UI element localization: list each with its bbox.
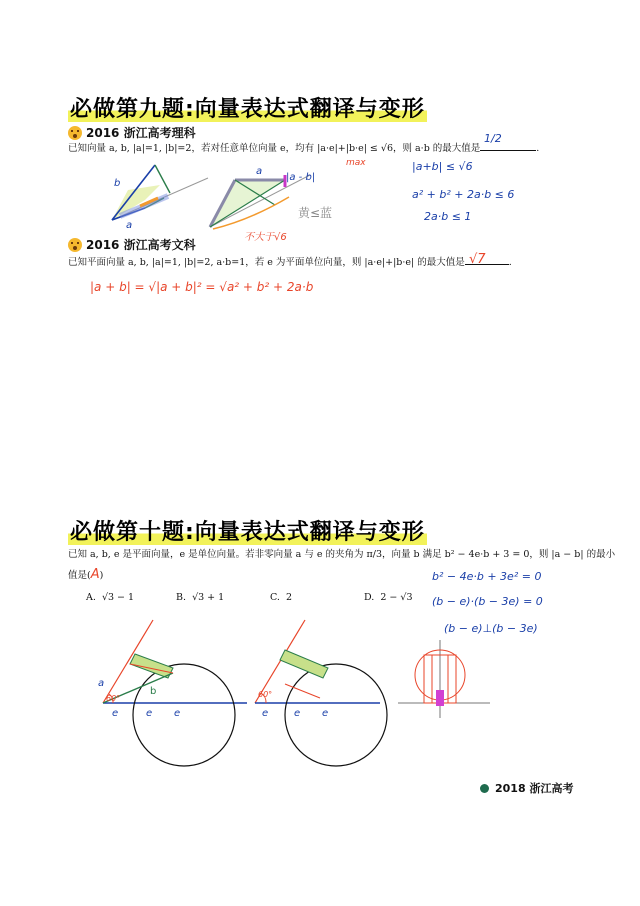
q3-middle-angle: 60° (258, 690, 273, 699)
q3-left-label-e3: e (174, 708, 181, 719)
q3-note-3: (b − e)⊥(b − 3e) (444, 622, 538, 635)
q1-left-figure (100, 160, 210, 235)
q1-right-label-a: a (256, 166, 263, 177)
q2-work: |a + b| = √|a + b|² = √a² + b² + 2a·b (90, 280, 314, 294)
sub1-heading: 2016 浙江高考理科 (68, 124, 196, 141)
q1-answer: 1/2 (484, 132, 502, 145)
choice-d: D. 2 − √3 (364, 592, 413, 603)
question3-line2: 值是(A) (68, 567, 104, 582)
q3-left-angle: 60° (106, 694, 121, 703)
q3-right-figure (398, 640, 493, 720)
footer-source: 2018 浙江高考 (480, 780, 573, 796)
q3-left-figure (95, 618, 255, 768)
q3-middle-label-e2: e (294, 708, 301, 719)
q3-answer: A (90, 567, 100, 582)
q3-left-label-b: b (150, 686, 157, 697)
q3-left-label-a: a (98, 678, 105, 689)
q1-right-label-ab: |a - b| (286, 172, 316, 183)
question1-text: 已知向量 a, b, |a|=1, |b|=2，若对任意单位向量 e，均有 |a·e|+|b·e| ≤ √6，则 a·b 的最大值是 . (68, 143, 540, 154)
q3-left-label-e1: e (112, 708, 119, 719)
q1-max-annotation: max (346, 158, 366, 168)
q3-left-label-e2: e (146, 708, 153, 719)
choice-c: C. 2 (270, 592, 293, 603)
question2-text: 已知平面向量 a, b, |a|=1, |b|=2, a·b=1，若 e 为平面单位向量，则 |a·e|+|b·e| 的最大值是 . (68, 257, 512, 268)
q3-middle-label-e3: e (322, 708, 329, 719)
q1-note-3: 2a·b ≤ 1 (424, 210, 472, 223)
q2-answer: √7 (469, 252, 486, 267)
section2-title: 必做第十题:向量表达式翻译与变形 (70, 520, 425, 545)
q1-huang-le-lan: 黄≤蓝 (298, 206, 333, 220)
surprised-emoji-icon (68, 238, 82, 252)
q3-note-2: (b − e)·(b − 3e) = 0 (432, 595, 543, 608)
q3-note-1: b² − 4e·b + 3e² = 0 (432, 570, 542, 583)
choice-a: A. √3 − 1 (86, 592, 135, 603)
q1-bubd: 不大于√6 (244, 232, 287, 243)
sub2-heading: 2016 浙江高考文科 (68, 236, 196, 253)
q1-note-2: a² + b² + 2a·b ≤ 6 (412, 188, 515, 201)
choice-b: B. √3 + 1 (176, 592, 225, 603)
q3-middle-label-e1: e (262, 708, 269, 719)
q1-left-label-b: b (114, 178, 121, 189)
section1-title: 必做第九题:向量表达式翻译与变形 (70, 97, 425, 122)
bullet-dot-icon (480, 784, 489, 793)
q1-note-1: |a+b| ≤ √6 (412, 160, 473, 173)
question3-line1: 已知 a, b, e 是平面向量，e 是单位向量。若非零向量 a 与 e 的夹角为 π/3，向量 b 满足 b² − 4e·b + 3 = 0，则 |a − b| 的最小 (68, 549, 616, 560)
thinking-emoji-icon (68, 126, 82, 140)
q1-left-label-a: a (126, 220, 133, 231)
